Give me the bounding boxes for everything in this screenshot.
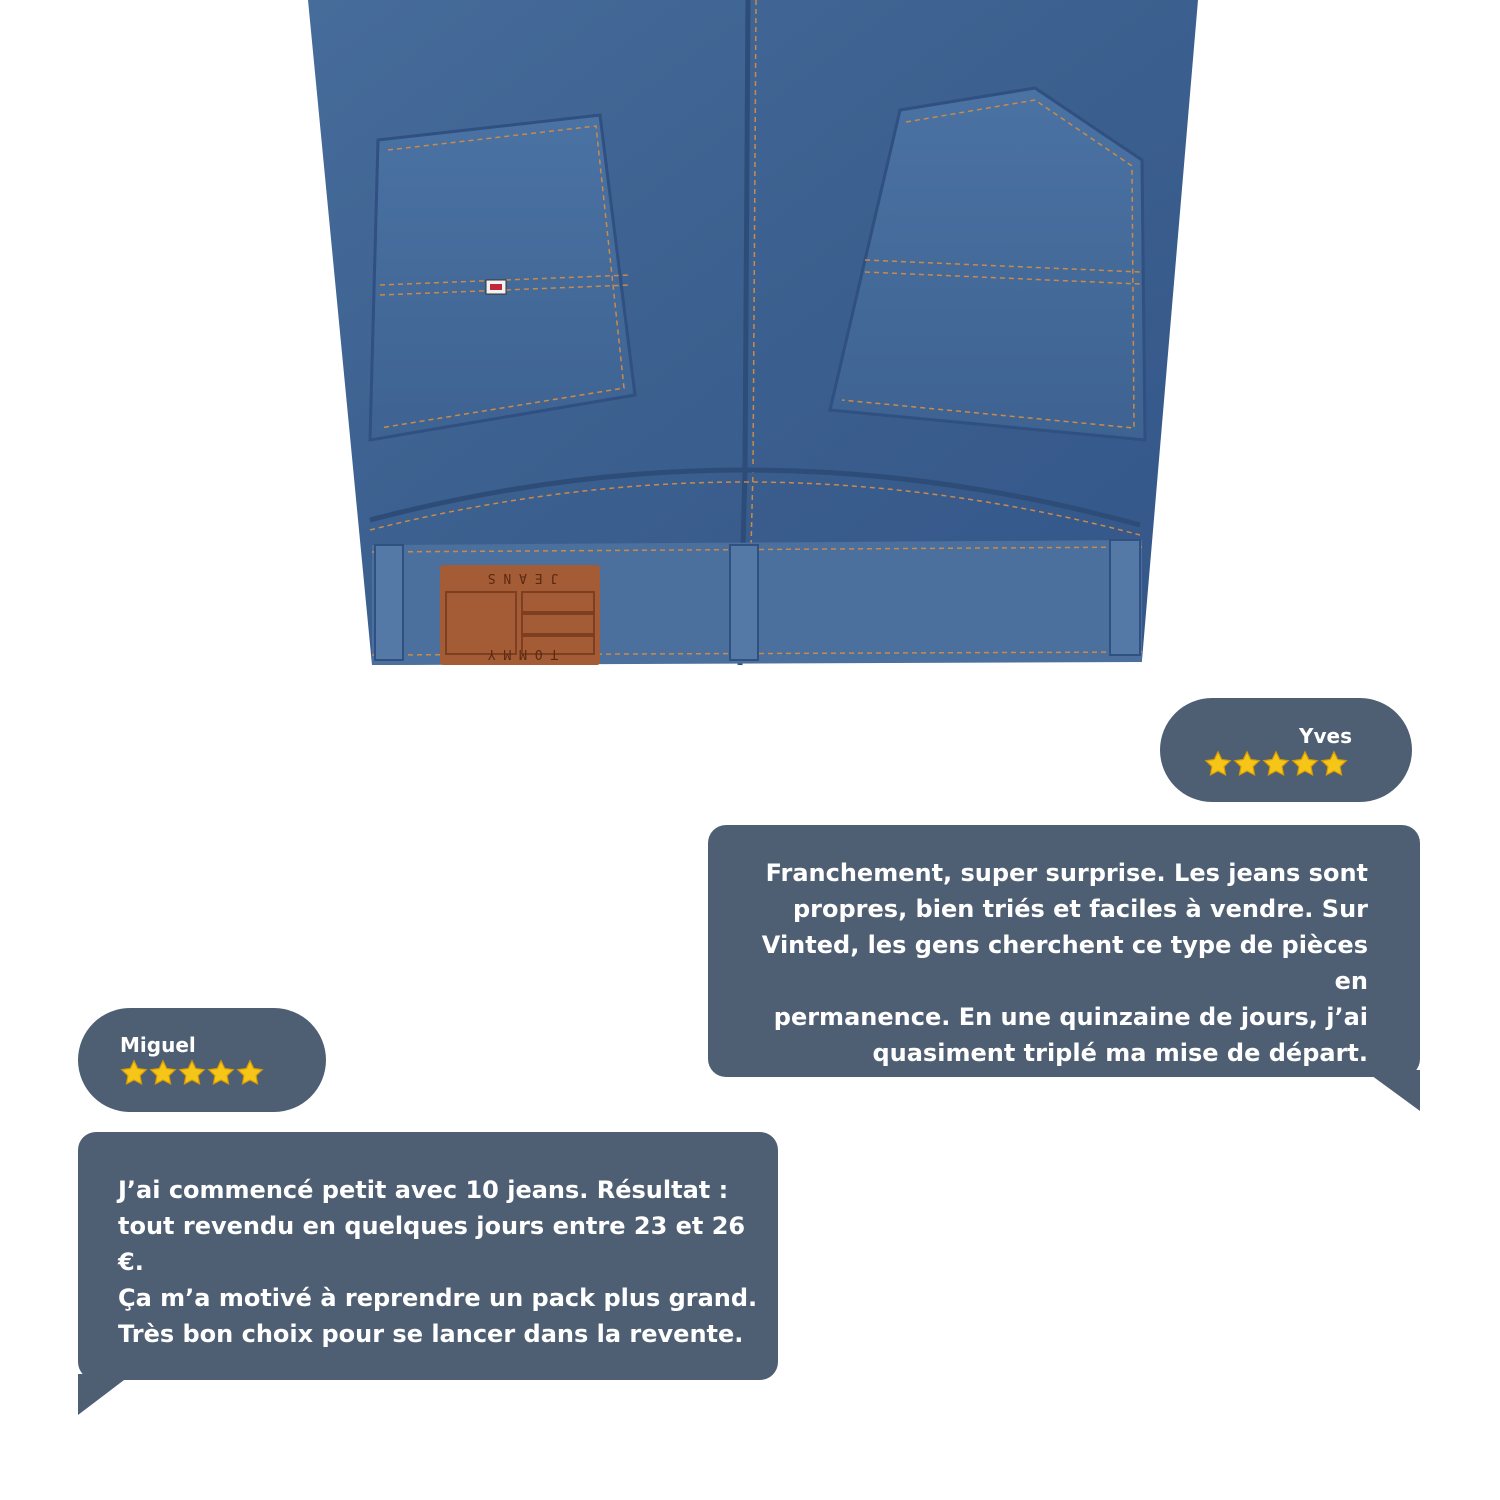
speech-tail bbox=[78, 1374, 134, 1416]
reviewer-badge-yves bbox=[1160, 698, 1412, 802]
jeans-back-photo bbox=[300, 0, 1200, 670]
review-text: Franchement, super surprise. Les jeans sont propres, bien triés et faciles à vendre. Sur Vinted, les gens cherchent ce type de pièces en permanence. En une quinzaine de jours, j’ai quasiment triplé ma mise de départ. bbox=[761, 859, 1368, 1067]
rating-stars bbox=[120, 1059, 264, 1087]
star-icon bbox=[120, 1059, 148, 1087]
reviewer-name: Miguel bbox=[120, 1033, 196, 1057]
patch-brand-bottom: T O M M Y bbox=[487, 646, 559, 661]
patch-brand-top: J E A N S bbox=[487, 570, 559, 585]
reviewer-badge-miguel bbox=[78, 1008, 326, 1112]
review-bubble-yves bbox=[708, 825, 1420, 1077]
rating-stars bbox=[1204, 750, 1348, 778]
star-icon bbox=[236, 1059, 264, 1087]
review-bubble-miguel bbox=[78, 1132, 778, 1380]
speech-tail bbox=[1364, 1070, 1422, 1112]
star-icon bbox=[1204, 750, 1232, 778]
star-icon bbox=[1291, 750, 1319, 778]
review-text: J’ai commencé petit avec 10 jeans. Résultat : tout revendu en quelques jours entre 23 et 26 €. Ça m’a motivé à reprendre un pack plus grand. Très bon choix pour se lancer dans la revente. bbox=[118, 1176, 758, 1348]
star-icon bbox=[178, 1059, 206, 1087]
star-icon bbox=[149, 1059, 177, 1087]
star-icon bbox=[1262, 750, 1290, 778]
star-icon bbox=[1233, 750, 1261, 778]
star-icon bbox=[207, 1059, 235, 1087]
star-icon bbox=[1320, 750, 1348, 778]
reviewer-name: Yves bbox=[1299, 724, 1352, 748]
